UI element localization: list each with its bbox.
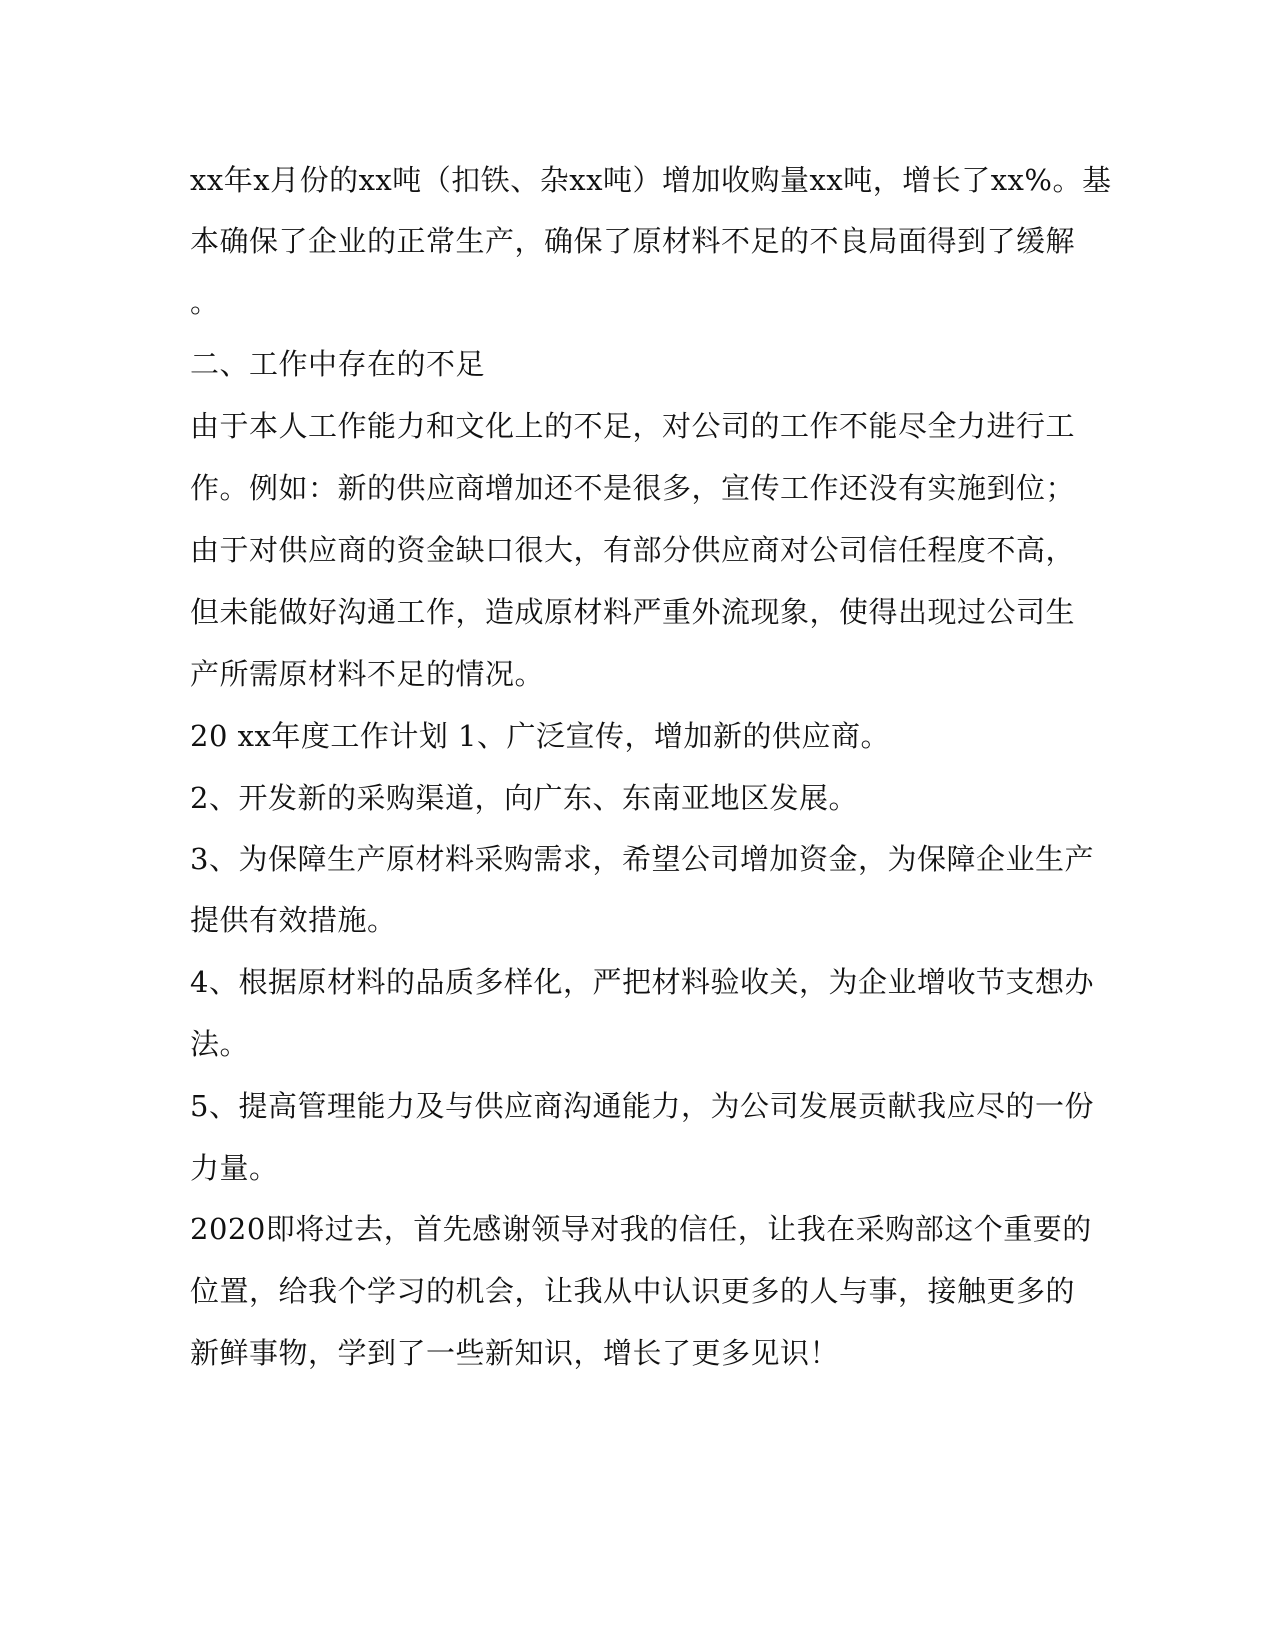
- text-line: 本确保了企业的正常生产，确保了原材料不足的不良局面得到了缓解: [190, 224, 1076, 258]
- text-line: 法。: [190, 1027, 250, 1061]
- list-item: 5、提高管理能力及与供应商沟通能力，为公司发展贡献我应尽的一份: [190, 1089, 1094, 1123]
- text-line: 。: [190, 285, 220, 319]
- text-line: 2020即将过去，首先感谢领导对我的信任，让我在采购部这个重要的: [190, 1212, 1092, 1246]
- plan-heading-line: 20 xx年度工作计划 1、广泛宣传，增加新的供应商。: [190, 719, 890, 753]
- list-item: 4、根据原材料的品质多样化，严把材料验收关，为企业增收节支想办: [190, 965, 1094, 999]
- text-line: xx年x月份的xx吨（扣铁、杂xx吨）增加收购量xx吨，增长了xx%。基: [190, 163, 1112, 197]
- text-line: 由于本人工作能力和文化上的不足，对公司的工作不能尽全力进行工: [190, 409, 1076, 443]
- list-item: 3、为保障生产原材料采购需求，希望公司增加资金，为保障企业生产: [190, 842, 1094, 876]
- text-line: 提供有效措施。: [190, 903, 397, 937]
- text-line: 位置，给我个学习的机会，让我从中认识更多的人与事，接触更多的: [190, 1274, 1076, 1308]
- text-line: 新鲜事物，学到了一些新知识，增长了更多见识！: [190, 1336, 840, 1370]
- text-line: 作。例如：新的供应商增加还不是很多，宣传工作还没有实施到位；: [190, 471, 1076, 505]
- section-heading: 二、工作中存在的不足: [190, 347, 486, 381]
- list-item: 2、开发新的采购渠道，向广东、东南亚地区发展。: [190, 781, 858, 815]
- text-line: 但未能做好沟通工作，造成原材料严重外流现象，使得出现过公司生: [190, 595, 1076, 629]
- text-line: 由于对供应商的资金缺口很大，有部分供应商对公司信任程度不高，: [190, 533, 1076, 567]
- text-line: 产所需原材料不足的情况。: [190, 657, 545, 691]
- text-line: 力量。: [190, 1151, 279, 1185]
